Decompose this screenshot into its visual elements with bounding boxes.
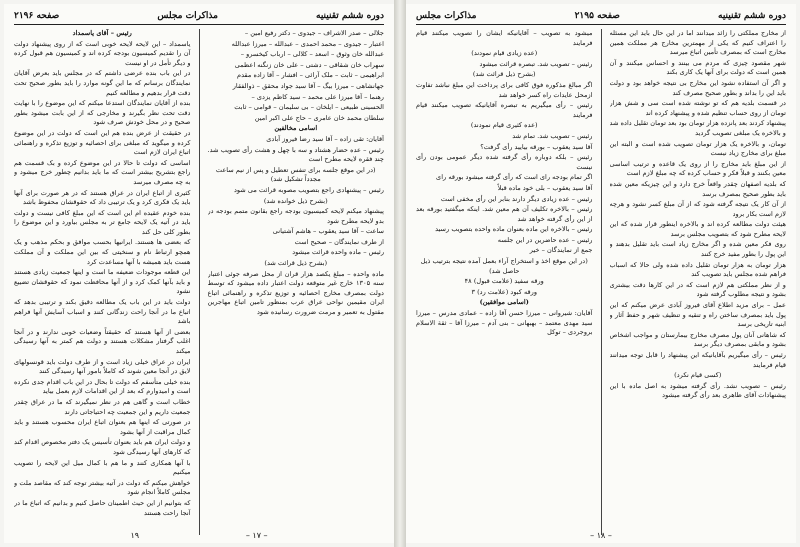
vote-count: ورقه کبود (علامت رد) ۳ <box>471 287 538 296</box>
paragraph: از آن کار یک نتیجه گرفته شود که از آن مبلغ کسر نشود و هرچه لازم است بکار برود <box>609 200 786 218</box>
paragraph: و از نظر مملکتی هم لازم است که در این کارها دقت بیشتری بشود و نتیجه مطلوب گرفته شود <box>609 280 786 299</box>
left-page-left-column <box>14 29 191 535</box>
paragraph: روی فکر معین شده و اگر مخارج زیاد است باید تقلیل بدهند و این پول را بطور مفید خرج کنند <box>609 240 786 259</box>
paragraph: رئیس – بلکه دوباره رأی گرفته شده دیگر عمومی بودن رأی نیست <box>416 153 593 171</box>
paragraph: اساسی که دولت تا حالا در این موضوع کرده و بک قسمت هم راجع بتشریح بیشتر است که ما باید بدانیم چطور خرج میشود و به چه مصرف میرسد <box>14 158 191 186</box>
book-gutter <box>394 0 406 547</box>
paragraph: پیشنهاد میکنم لایحه کمیسیون بودجه راجع بقانون متمم بودجه در بدو لایحه مطرح شود <box>207 207 384 225</box>
paragraph: ماده واحده – مبلغ یکصد هزار قران از محل صرفه جوئی اعتبار سنه ۱۳۰۵ خارج غیر متوقعه دولت اعتبار داده میشود که توسط دولت بمصرف مخارج احصائیه و توزیع تذکره و راهنمائی اتباع ایران مقیمین نواحی عراق عرب بمنظور تامین اتباع مهاجرین مقتول به تعمیر و مرمت ضرورت رسانیده شود <box>207 269 384 317</box>
supporters-heading: (اسامی موافقین) <box>479 298 529 307</box>
paragraph: هزار تومان به هزار تومان تقلیل داده شده ولی حالا که اسباب فراهم شده مجلس باید تصویب کند <box>609 260 786 279</box>
paragraph: آقا سید یعقوب – بورقه بیایید رأی گرفت؟ <box>480 142 593 151</box>
paragraph: بنده خیلی متأسفم که دولت تا بحال در این باب اقدام جدی نکرده است و امیدوارم که بعد از این اقدامات لازم بعمل بیاید <box>14 377 191 396</box>
right-header-session: دوره ششم تقنینیه <box>718 11 786 21</box>
paragraph: تومان، و بالاخره یک هزار تومان تصویب شده است و البته این مبلغ برای مخارج زیاد نیست <box>609 139 786 158</box>
paragraph: ابراهیمی – ثابت – ملک آرائی – افشار – آقا زاده مقدم <box>237 71 384 80</box>
left-header-title: مذاکرات مجلس <box>157 11 218 21</box>
paragraph: آقا سید یعقوب – بلی خود ماده قبلاً <box>497 183 593 192</box>
paragraph: که بعضی ها هستند. ایرانیها بحسب موافق و بحکم مذهب و یک همچو ارتباط نام و سنخیتی که بین این مملکت و آن مملکت هست باید همیشه با آنها مساعدت کرد <box>14 238 191 266</box>
paragraph: و اگر آن استفاده نشود این مخارج بی نتیجه خواهد بود و دولت باید این را بداند و بطور صحیح مصرف کند <box>609 78 786 97</box>
paragraph: که بلدیه اصفهان چقدر واقعاً خرج دارد و این چیزیکه معین شده باید بطور صحیح بمصرف برسد <box>609 179 786 198</box>
right-page-left-column <box>416 29 593 535</box>
opponents-heading: اسامی مخالفین <box>274 124 318 133</box>
footer-page-number: – ۱۸ – <box>590 531 612 540</box>
paragraph: (در این موقع جلسه برای تنفس تعطیل و پس از نیم ساعت مجدداً تشکیل شد) <box>215 165 376 184</box>
paragraph: از این مبلغ باید مخارج را از روی یک قاعده و ترتیب اساسی معین بکنند و قبلاً فکر و حساب کرده که چه مبلغ لازم است <box>609 159 786 178</box>
paragraph: شهر مقصود چیزی که مردم می بینند و احساس میکنند و آن همین است که دولت برای آنها یک کاری بکند <box>609 58 786 77</box>
paragraph: رئیس – بالاخره تکلیف آن هم معین شد. اینکه میگفتید بورقه بعد از این رأی گرفته خواهد شد <box>416 205 593 223</box>
paragraph: (کسی قیام نکرد) <box>674 371 722 380</box>
paragraph: سهراب خان شقاقی – دشتی – علی خان زنگنه اعظمی <box>234 60 384 69</box>
paragraph: عبدالله خان وثوق – اسعد – کلالی – ارباب کیخسرو – <box>240 50 384 59</box>
paragraph: بنده از آقایان نمایندگان استدعا میکنم که این موضوع را با نهایت دقت تحت نظر بگیرند و مخارجی که از این بابت میشود بطور صحیح و در محل خودش صرف شود <box>14 99 191 127</box>
paragraph: اعتبار – جیدوی – محمد احمدی – عبدالله – میرزا عبدالله <box>231 39 384 48</box>
paragraph: رئیس – بالاخره این ماده بعنوان ماده واحده بتصویب رسید <box>435 225 593 234</box>
paragraph: که شاهانی آنان پول مصرف مخارج بیمارستان و مواجب اشخاص بشود و مابقی بمصرف دیگر برسد <box>609 330 786 349</box>
left-page-header <box>14 8 384 25</box>
paragraph: خطاب است و گاهی هم در نظر نمیگیرند که ما در عراق چقدر جمعیت داریم و این جمعیت چه احتیاجاتی دارند <box>14 397 191 416</box>
paragraph: در این باب بنده عرضی داشتم که در مجلس باید بعرض آقایان نمایندگان برسانم که ما این گونه موارد را باید بطور صحیح تحت دقت قرار بدهیم و مطالعه کنیم <box>14 69 191 97</box>
paragraph: ایران در عراق خیلی زیاد است و از طرف دولت باید قونسولهای لایق در آنجا معین شوند که کاملاً بامور آنها رسیدگی کنند <box>14 357 191 376</box>
left-page-columns <box>14 29 384 535</box>
paragraph: بنده خودم عقیده ام این است که این مبلغ کافی نیست و دولت باید در آتیه یک لایحه جامع تر به مجلس بیاورد و این موضوع را بطور کلی حل کند <box>14 208 191 236</box>
paragraph: رئیس – عده حاضرین در این جلسه <box>497 235 593 244</box>
right-header-title: مذاکرات مجلس <box>416 11 477 21</box>
paragraph: بعضی از آنها هستند که حقیقتاً وضعیات خوبی ندارند و در آنجا اغلب گرفتار مشکلات هستند و دولت هم کمتر به آنها رسیدگی میکند <box>14 327 191 355</box>
paragraph: (بشرح ذیل خوانده شد) <box>263 196 328 205</box>
paragraph: عمل – برای مزید اطلاع آقای فیروز آبادی عرض میکنم که این پول باید بمصرف ساختن راه و تنقیه و تنظیف شهر و حفظ آثار و ابنیه تاریخی برسد <box>609 301 786 329</box>
right-page-right-column <box>610 29 787 535</box>
paragraph: دولت باید در این باب یک مطالعه دقیق بکند و ترتیبی بدهد که اتباع ما در آنجا راحت زندگانی کنند و اسباب آسایش آنها فراهم باشد <box>14 298 191 326</box>
paragraph: آقایان: شیروانی – میرزا حسن آقا زاده – عمادی مدرس – میرزا سید مهدی معتمد – بهبهانی – بنی آدم – میرزا آقا – ثقة الاسلام بروجردی – توکل <box>416 309 593 337</box>
paragraph: رئیس – ماده واحده قرائت میشود <box>292 248 384 257</box>
right-header-page-label: صفحه ۲۱۹۵ <box>574 11 620 21</box>
paragraph: اگر مبالغ مذکوره فوق کافی برای پرداخت این مبلغ نباشد تفاوت ازمحل عایدات راه کسر خواهد شد <box>416 80 593 99</box>
right-page-columns <box>416 29 786 535</box>
paragraph: (بشرح ذیل قرائت شد) <box>264 259 328 268</box>
paragraph: در صورتی که اینها هم بعنوان اتباع ایران محسوب هستند و باید کمال مراقبت از آنها بشود <box>14 418 191 436</box>
paragraph: پیشنهاد کردند بعد پانزده هزار تومان بود بعد تومان تقلیل داده شد و بالاخره یک مبلغی تصویب گردید <box>609 119 786 137</box>
paragraph: یاسمداد – این لایحه لایحه خوبی است که از روی پیشنهاد دولت آن را تقدیم کمیسیون بودجه کرده اند و کمیسیون هم قبول کرده و دیگر تأمل در او نیست <box>14 39 191 67</box>
paragraph: (بشرح ذیل قرائت شد) <box>472 70 536 79</box>
paragraph: در قسمت بلدیه هم که تو نوشته شده است سی و شش هزار تومان از روی حساب تنظیم شده و پیشنهاد کرده اند <box>609 99 786 117</box>
paragraph: رئیس – تصویب شد. تبصره قرائت میشود <box>479 59 593 68</box>
paragraph: جمع از نمایندگان – خیر <box>529 246 593 255</box>
paragraph: از طرف نمایندگان – صحیح است <box>294 237 384 246</box>
right-page-footer <box>416 531 786 540</box>
paragraph: از مخارج مملکتی را زائد میدانند اما در این حال باید این مسئله را اعتراف کنیم که یکی از مهمترین مخارج هر مملکت همین مخارج است که بمصرف تأمین اتباع میرسد <box>609 29 786 57</box>
paragraph: این قطعه موجودات ضعیفه ما است و اینها جمعیت زیادی هستند و باید بآنها کمک کرد و از آنها محافظت نمود که حقوقشان تضییع نشود <box>14 268 191 296</box>
vote-count: ورقه سفید (علامت قبول) ۴۸ <box>464 277 544 286</box>
paragraph: رهنما – آقا میرزا علی محمد – سید کاظم یزدی – <box>251 92 384 101</box>
paragraph: رئیس – تصویب شد. تمام شد <box>512 131 593 140</box>
left-page-footer <box>14 531 384 540</box>
speaker-heading: رئیس – آقای یاسمداد <box>72 29 132 37</box>
footer-page-number: – ۱۷ – <box>245 531 268 540</box>
left-header-session: دوره ششم تقنینیه <box>316 11 384 21</box>
paragraph: ساعت – آقا سید یعقوب – هاشم آشتیانی <box>272 227 384 236</box>
paragraph: جهانشاهی – میرزا بیگ – آقا سید جواد محقق – ذوالفقار <box>232 81 384 90</box>
footer-number: ۱۹ <box>130 531 140 540</box>
paragraph: کثیری از اتباع ایران در عراق هستند که در هر صورت برای آنها باید یک فکری کرد و یک ترتیبی داد که حقوقشان محفوظ باشد <box>14 188 191 207</box>
paragraph: رئیس – عده حضار هشتاد و سه با چهل و هشت رأی تصویب شد. چند فقره لایحه مطرح است <box>207 145 384 164</box>
right-page-header <box>416 8 786 25</box>
paragraph: الحسینی طبیعی – ایلخان – بی سلیمان – قوامی – ثابت <box>234 103 384 112</box>
column-divider <box>199 29 200 535</box>
paragraph: (عده کثیری قیام نمودند) <box>470 121 538 130</box>
paragraph: (در این موقع اخذ و استخراج آراء بعمل آمده نتیجه بترتیب ذیل حاصل شد) <box>420 257 588 275</box>
paragraph: رئیس – رأی میگیریم بآقایانیکه این پیشنهاد را قابل توجه میدانند قیام فرمایند <box>609 351 786 369</box>
paragraph: خواهش میکنم که دولت در آتیه بیشتر توجه کند که مقاصد ملت و مجلس کاملاً انجام شود <box>14 478 191 497</box>
paragraph: میشود به تصویب – آقایانیکه ایشان را تصویب میکنند قیام فرمایند <box>416 29 593 47</box>
left-page <box>4 4 394 543</box>
paragraph: رئیس – پیشنهادی راجع بتصویب مصوبه قرائت می شود <box>233 185 384 194</box>
paragraph: در حقیقت از عرض بنده هم این است که دولت در این موضوع کرده و میگوید که مبلغی برای احصائیه و توزیع تذکره و راهنمائی اتباع ایران لازم است <box>14 128 191 157</box>
paragraph: که بتوانیم از این حیث اطمینان حاصل کنیم و بدانیم که اتباع ما در آنجا راحت هستند <box>14 498 191 517</box>
paragraph: سلطان محمد خان عامری – حاج علی اکبر امین <box>254 113 384 122</box>
paragraph: جلالی – صدر الاشراف – جیدوی – دکتر رفیع امین – <box>244 29 384 37</box>
left-page-right-column <box>208 29 385 535</box>
paragraph: رئیس – عده زیادی دیگر دارند بنابر این رأی مخفی است <box>440 194 593 203</box>
paragraph: اگر تمام بودجه رای است که رأی گرفته میشود بورقه رای <box>436 173 593 182</box>
paragraph: با آنها همکاری کنند و ما هم با کمال میل این لایحه را تصویب میکنیم <box>14 458 191 477</box>
paragraph: رئیس – تصویب نشد. رأی گرفته میشود به اصل ماده با این پیشنهادات آقای ظاهری بعد رأی گرفته میشود <box>609 381 786 400</box>
paragraph: (عده زیادی قیام نمودند) <box>471 49 538 58</box>
right-page <box>406 4 796 543</box>
paragraph: و دولت ایران هم باید بعنوان تأسیس یک دفتر مخصوص اقدام کند که کارهای آنها رسیدگی شود <box>14 438 191 456</box>
paragraph: رئیس – رأی میگیریم به تبصره آقایانیکه تصویب میکنند قیام فرمایند <box>416 101 593 119</box>
paragraph: آقایان: تقی زاده – آقا سید رضا فیروز آبادی <box>266 134 384 143</box>
left-header-page-label: صفحه ۲۱۹۶ <box>14 11 60 21</box>
column-divider <box>601 29 602 535</box>
paragraph: هیئت دولت مطالعه کرده اند و بالاخره اینطور قرار شده که این لایحه مطرح شود که بتصویب مجلس برسد <box>609 220 786 238</box>
